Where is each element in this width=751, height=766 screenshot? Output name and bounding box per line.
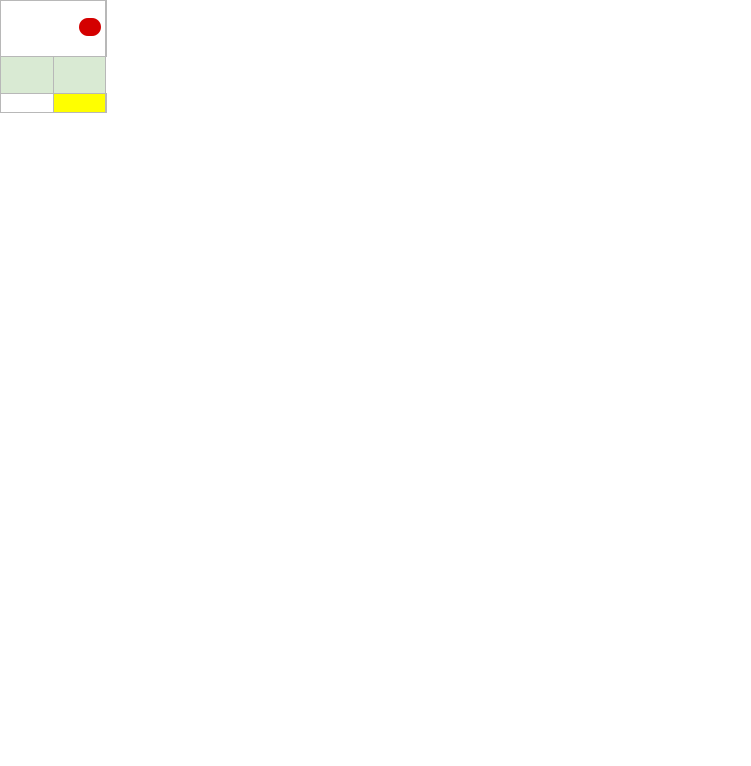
peta-logo xyxy=(1,9,105,49)
header-member[interactable] xyxy=(53,57,106,94)
logo-cell xyxy=(1,1,106,57)
top-row-label[interactable] xyxy=(53,94,106,113)
performance-table xyxy=(0,0,107,113)
top-row xyxy=(1,94,107,113)
header-stt[interactable] xyxy=(1,57,54,94)
title-row xyxy=(1,1,107,57)
column-header-row xyxy=(1,57,107,94)
top-row-day1[interactable] xyxy=(106,94,107,113)
top-row-marker[interactable] xyxy=(1,94,54,113)
page-title xyxy=(106,1,107,57)
logo-badge xyxy=(79,18,101,36)
